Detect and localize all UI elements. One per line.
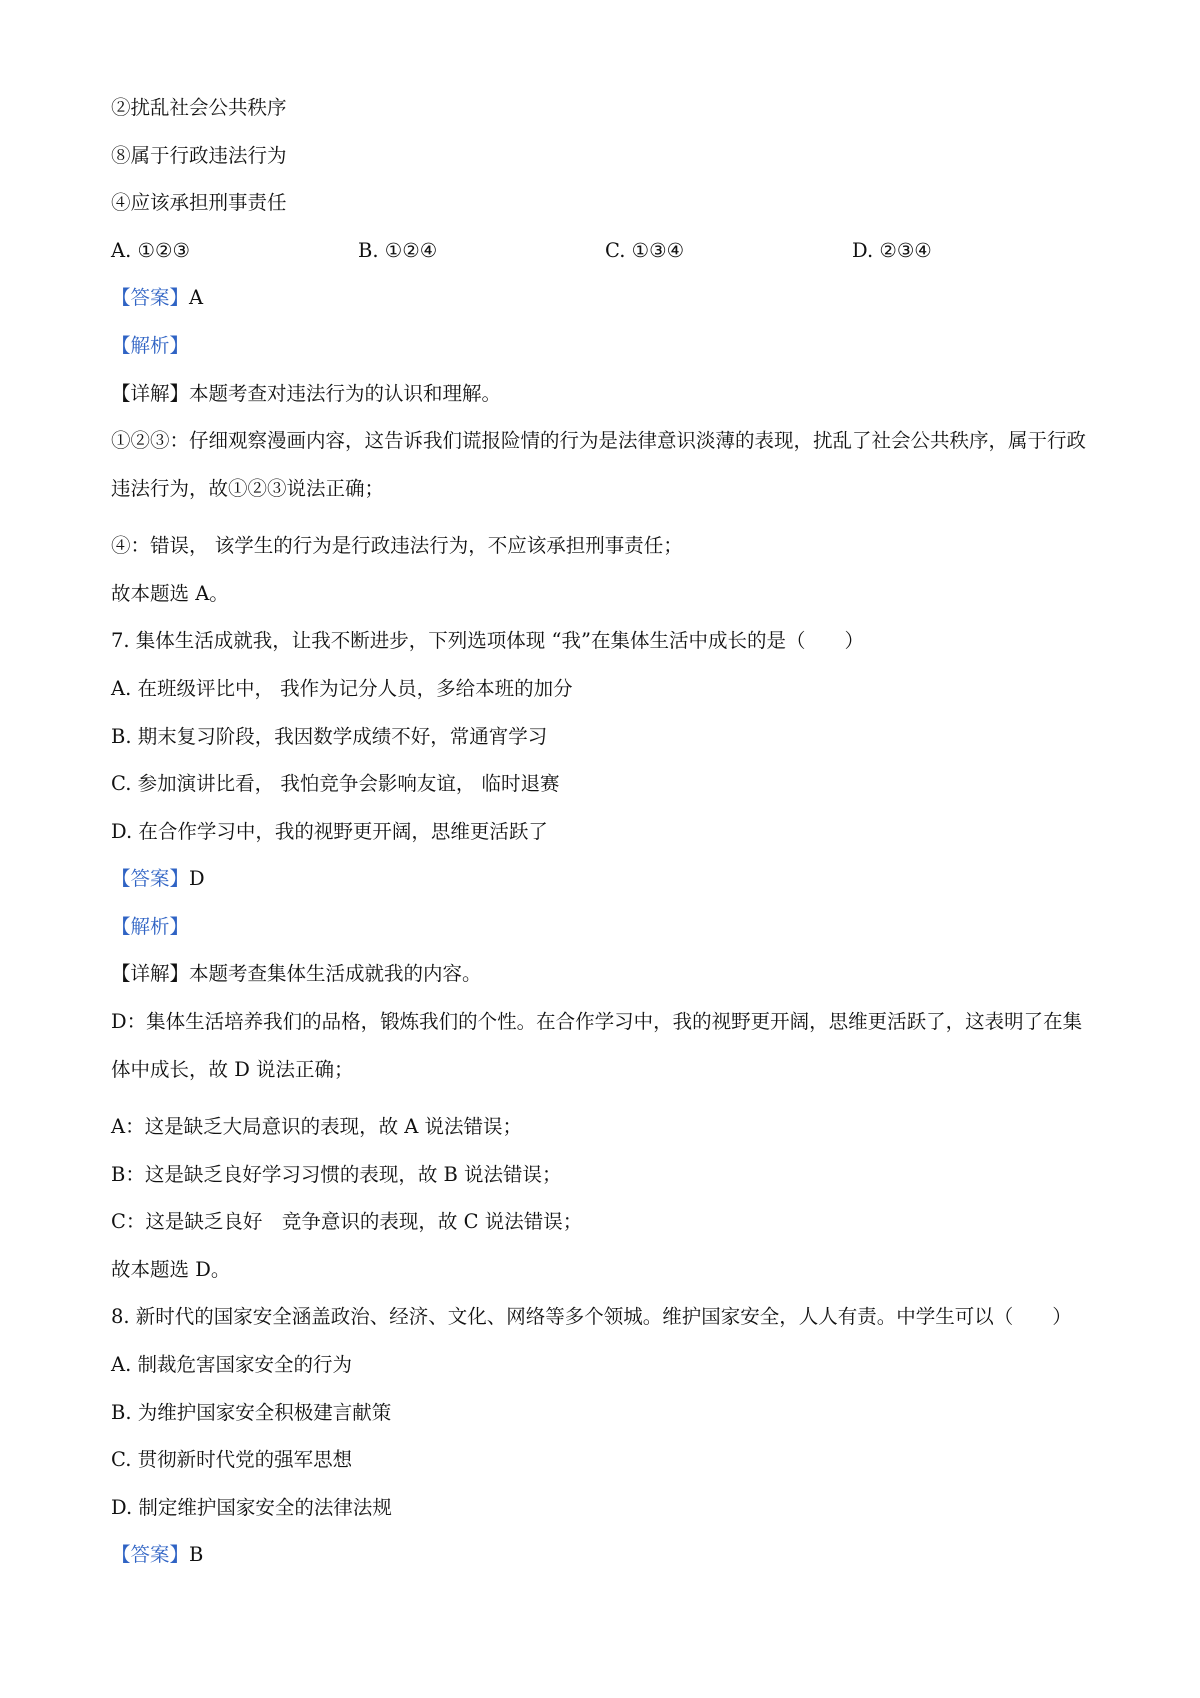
q6-options xyxy=(111,237,1101,265)
q7-answer xyxy=(111,865,1101,893)
answer-tag: 【答案】 xyxy=(111,286,190,310)
q8-option-a: A. 制裁危害国家安全的行为 xyxy=(111,1353,352,1377)
detail-text: 本题考查集体生活成就我的内容。 xyxy=(189,962,482,986)
q6-explanation-1: ①②③：仔细观察漫画内容，这告诉我们谎报险情的行为是法律意识淡薄的表现，扰乱了社会公共秩序，属于行政违法行为，故①②③说法正确； xyxy=(111,429,1087,500)
statement-4: ④应该承担刑事责任 xyxy=(111,191,287,215)
q6-analysis-heading xyxy=(111,332,1101,360)
q6-explanation-2: ④：错误， 该学生的行为是行政违法行为，不应该承担刑事责任； xyxy=(111,534,683,558)
detail-text: 本题考查对违法行为的认识和理解。 xyxy=(189,381,502,405)
analysis-tag: 【解析】 xyxy=(111,914,190,938)
q7-option-a: A. 在班级评比中， 我作为记分人员，多给本班的加分 xyxy=(111,676,573,700)
statement-2: ②扰乱社会公共秩序 xyxy=(111,96,287,119)
q7-explanation-d: D：集体生活培养我们的品格，锻炼我们的个性。在合作学习中，我的视野更开阔，思维更活跃了，这表明了在集体中成长，故 D 说法正确； xyxy=(111,1010,1083,1081)
q8-answer xyxy=(111,1541,1101,1569)
detail-tag: 【详解】 xyxy=(111,381,190,405)
answer-value: A xyxy=(189,286,204,310)
q6-detail xyxy=(111,380,1101,408)
q6-conclusion: 故本题选 A。 xyxy=(111,581,229,605)
q7-conclusion: 故本题选 D。 xyxy=(111,1257,231,1281)
answer-tag: 【答案】 xyxy=(111,1543,190,1567)
detail-tag: 【详解】 xyxy=(111,962,190,986)
answer-value: D xyxy=(189,867,205,891)
q8-option-c: C. 贯彻新时代党的强军思想 xyxy=(111,1448,353,1472)
q7-stem: 7. 集体生活成就我，让我不断进步，下列选项体现 “我”在集体生活中成长的是（ ） xyxy=(111,629,864,653)
q8-option-b: B. 为维护国家安全积极建言献策 xyxy=(111,1400,392,1424)
answer-value: B xyxy=(189,1543,204,1567)
answer-tag: 【答案】 xyxy=(111,867,190,891)
q7-option-b: B. 期末复习阶段，我因数学成绩不好，常通宵学习 xyxy=(111,724,548,748)
q7-analysis-heading xyxy=(111,913,1101,941)
q6-answer xyxy=(111,284,1101,312)
q6-option-a: A. ①②③ xyxy=(111,238,190,262)
q7-explanation-a: A：这是缺乏大局意识的表现，故 A 说法错误； xyxy=(111,1115,523,1139)
q7-explanation-c: C：这是缺乏良好 竞争意识的表现，故 C 说法错误； xyxy=(111,1210,583,1234)
q8-option-d: D. 制定维护国家安全的法律法规 xyxy=(111,1495,392,1519)
q6-option-b: B. ①②④ xyxy=(358,238,438,262)
q7-option-d: D. 在合作学习中，我的视野更开阔，思维更活跃了 xyxy=(111,819,548,843)
q6-option-c: C. ①③④ xyxy=(605,238,685,262)
document-page xyxy=(111,94,1101,1589)
q7-explanation-b: B：这是缺乏良好学习习惯的表现，故 B 说法错误； xyxy=(111,1162,562,1186)
statement-3: ⑧属于行政违法行为 xyxy=(111,143,287,167)
q6-option-d: D. ②③④ xyxy=(852,238,932,262)
analysis-tag: 【解析】 xyxy=(111,333,190,357)
q8-stem: 8. 新时代的国家安全涵盖政治、经济、文化、网络等多个领城。维护国家安全，人人有责。中学生可以（ ） xyxy=(111,1305,1072,1329)
q7-detail xyxy=(111,960,1101,988)
q7-option-c: C. 参加演讲比看， 我怕竞争会影响友谊， 临时退赛 xyxy=(111,772,560,796)
